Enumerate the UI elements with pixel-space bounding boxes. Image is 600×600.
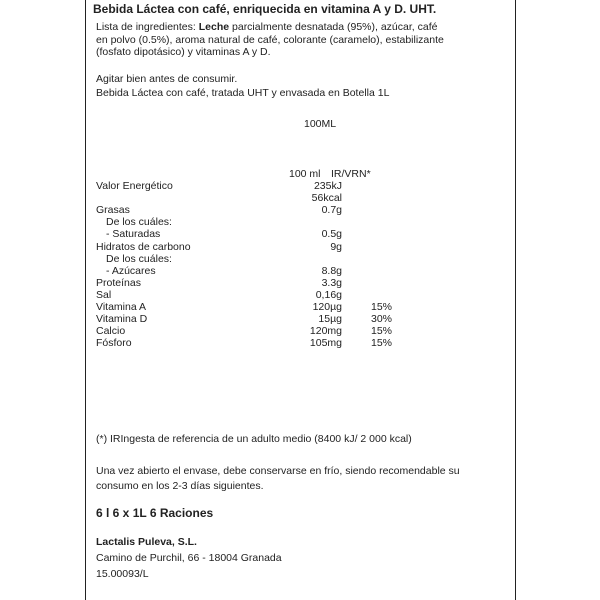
ingredients-bold: Leche [198,21,230,33]
nutrition-row [86,325,517,337]
table-header-per: 100 ml [289,168,321,180]
nutrient-label: Fósforo [96,337,132,350]
nutrition-row [86,228,517,240]
nutrient-value: 0.7g [321,204,342,217]
nutrition-row [86,180,517,192]
product-title: Bebida Láctea con café, enriquecida en vitamina A y D. UHT. [93,2,437,16]
label-sheet [85,0,516,600]
nutrient-label: - Azúcares [106,264,156,277]
nutrient-ir-percent: 15% [371,337,393,350]
nutrient-value: 56kcal [311,192,342,205]
nutrition-row [86,241,517,253]
nutrient-label: Grasas [96,204,130,217]
product-description: Bebida Láctea con café, tratada UHT y envasada en Botella 1L [96,87,390,99]
nutrition-row [86,204,517,216]
ingredients-prefix: Lista de ingredientes: [96,21,199,33]
nutrient-ir-percent: 30% [371,313,393,326]
nutrient-value: 3.3g [321,276,342,289]
footnote: (*) IRIngesta de referencia de un adulto medio (8400 kJ/ 2 000 kcal) [96,433,412,445]
nutrition-row [86,301,517,313]
nutrient-label: Valor Energético [96,180,173,192]
nutrient-label: Vitamina A [96,301,147,313]
nutrient-label: De los cuáles: [106,216,172,229]
nutrient-label: Calcio [96,325,126,338]
nutrient-value: 120µg [312,301,342,313]
table-header-ir: IR/VRN* [331,168,371,180]
nutrition-row [86,253,517,265]
nutrient-value: 8.8g [321,264,342,277]
nutrient-value: 0,16g [315,288,342,301]
nutrition-row [86,192,517,204]
nutrient-value: 15µg [318,313,342,326]
company-name: Lactalis Puleva, S.L. [96,536,197,548]
nutrition-row [86,277,517,289]
company-code: 15.00093/L [96,568,149,580]
storage-advice: Una vez abierto el envase, debe conservarse en frío, siendo recomendable su consumo en los 2-3 días siguientes. [96,465,460,492]
ingredients-body: parcialmente desnatada (95%), azúcar, café en polvo (0.5%), aroma natural de café, colorante (caramelo), estabilizante (fosfato dipotásico) y vitaminas A y D. [96,21,444,58]
nutrient-label: De los cuáles: [106,252,172,265]
nutrition-row [86,265,517,277]
nutrient-ir-percent: 15% [371,325,393,338]
serving-header: 100ML [304,118,337,130]
nutrient-value: 9g [330,240,342,253]
nutrition-row [86,313,517,325]
pack-info: 6 l 6 x 1L 6 Raciones [96,506,214,520]
nutrition-row [86,337,517,349]
nutrition-row [86,289,517,301]
nutrient-ir-percent: 15% [371,301,393,313]
nutrient-value: 0.5g [321,228,342,241]
nutrient-label: Vitamina D [96,313,148,326]
nutrient-value: 235kJ [313,180,342,192]
nutrient-value: 105mg [309,337,342,350]
ingredients-text [96,21,446,59]
company-address: Camino de Purchil, 66 - 18004 Granada [96,552,282,564]
nutrient-label: Sal [96,288,112,301]
nutrient-value: 120mg [309,325,342,338]
instructions: Agitar bien antes de consumir. [96,73,238,85]
nutrient-label: Proteínas [96,276,141,289]
nutrient-label: Hidratos de carbono [96,240,191,253]
nutrition-row [86,216,517,228]
nutrient-label: - Saturadas [106,228,161,241]
